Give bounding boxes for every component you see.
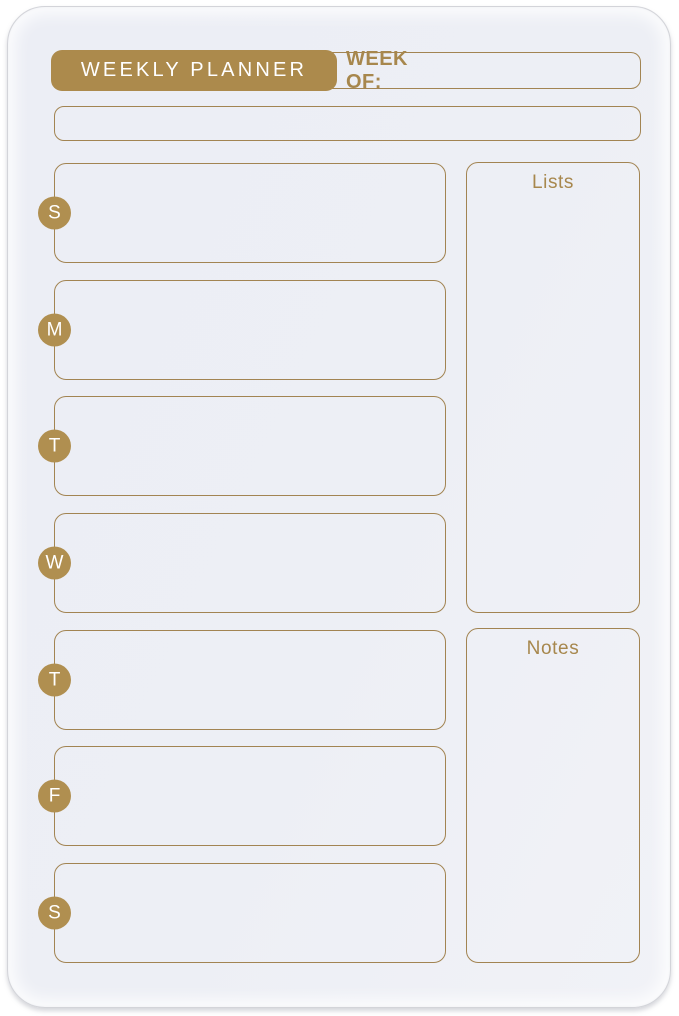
- day-badge-sunday: S: [38, 197, 71, 230]
- planner-title: WEEKLY PLANNER: [80, 59, 308, 81]
- day-badge-thursday: T: [38, 663, 71, 696]
- day-column: [45, 163, 446, 963]
- week-of-label: WEEK OF:: [346, 47, 408, 93]
- planner-board: [7, 6, 671, 1008]
- day-box-monday[interactable]: [46, 280, 446, 380]
- day-badge-monday: M: [38, 313, 71, 346]
- week-of-entry-box[interactable]: [54, 106, 641, 141]
- day-box-wednesday[interactable]: [45, 513, 446, 613]
- notes-panel[interactable]: [466, 628, 640, 963]
- planner-header: [54, 47, 641, 93]
- day-box-saturday[interactable]: [48, 863, 446, 963]
- lists-panel[interactable]: [466, 162, 640, 613]
- day-badge-friday: F: [38, 780, 71, 813]
- day-box-tuesday[interactable]: [48, 396, 446, 496]
- day-badge-saturday: S: [38, 896, 71, 929]
- day-box-thursday[interactable]: [48, 630, 446, 730]
- planner-title-block: [51, 50, 337, 91]
- day-badge-tuesday: T: [38, 430, 71, 463]
- day-badge-wednesday: W: [38, 546, 71, 579]
- week-of-field[interactable]: [408, 53, 660, 88]
- lists-label: Lists: [531, 172, 575, 193]
- day-box-sunday[interactable]: [48, 163, 446, 263]
- notes-label: Notes: [526, 638, 580, 659]
- day-box-friday[interactable]: [48, 746, 446, 846]
